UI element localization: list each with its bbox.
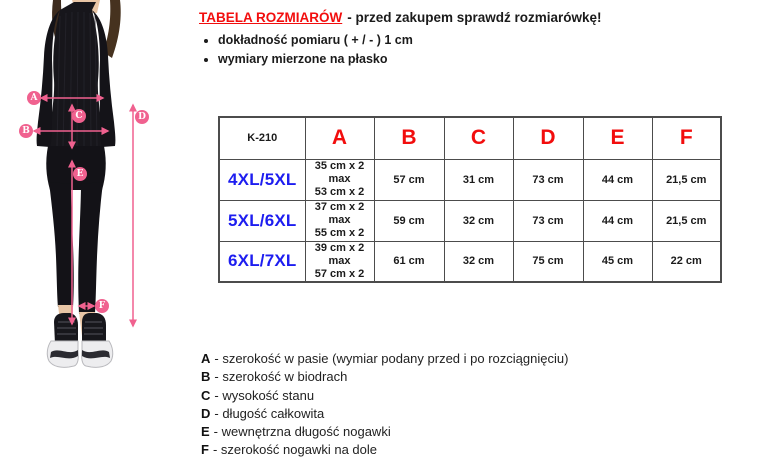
model-photo [0, 0, 190, 460]
legend-description: - szerokość w pasie (wymiar podany przed i po rozciągnięciu) [214, 351, 569, 366]
measurement-line: 53 cm x 2 [314, 186, 365, 198]
marker-e-label: E [76, 169, 84, 179]
column-header-d: D [513, 117, 583, 159]
column-header-c: C [444, 117, 513, 159]
measurement-line: 39 cm x 2 [314, 241, 365, 254]
measurement-cell: 21,5 cm [652, 159, 721, 200]
legend-letter: A [201, 351, 211, 366]
size-label: 5XL/6XL [219, 200, 305, 241]
legend-letter: E [201, 424, 210, 440]
column-header-e: E [583, 117, 652, 159]
marker-a-label: A [30, 93, 38, 103]
measurement-cell [305, 200, 374, 241]
measurement-line: 57 cm x 2 [314, 267, 365, 280]
measurement-line: 55 cm x 2 [314, 227, 365, 239]
model-figure [0, 0, 190, 460]
legend-item [201, 368, 621, 386]
table-header-row [219, 117, 721, 159]
bullet-item: • dokładność pomiaru ( + / - ) 1 cm [218, 31, 759, 50]
column-header-a: A [305, 117, 374, 159]
measurement-cell: 32 cm [444, 200, 513, 241]
legend-description: - wysokość stanu [214, 387, 315, 403]
table-row [219, 159, 721, 200]
page-title-highlight: TABELA ROZMIARÓW [199, 10, 343, 25]
measurement-cell [305, 159, 374, 200]
legend-letter: D [201, 405, 211, 421]
measurement-line: 35 cm x 2 [314, 160, 365, 172]
column-header-f: F [652, 117, 721, 159]
sneakers [47, 313, 112, 367]
product-code: K-210 [219, 117, 305, 159]
legend-item [201, 423, 621, 441]
measurement-cell: 21,5 cm [652, 200, 721, 241]
page-title [199, 9, 759, 26]
legend-description: - szerokość nogawki na dole [212, 442, 377, 458]
measurement-cell: 59 cm [374, 200, 444, 241]
marker-c-label: C [75, 111, 83, 121]
bullet-item: • wymiary mierzone na płasko [218, 50, 759, 69]
size-table [218, 116, 722, 283]
marker-b-label: B [22, 126, 30, 136]
measurement-line: max [328, 214, 351, 226]
measurement-cell: 22 cm [652, 241, 721, 282]
measurement-cell: 44 cm [583, 200, 652, 241]
legend-item [201, 387, 621, 405]
legend-item [201, 350, 621, 368]
legend-letter: B [201, 369, 211, 385]
measurement-line: max [328, 173, 351, 185]
legend-item [201, 441, 621, 459]
bullet-list [199, 31, 759, 69]
measurement-cell: 32 cm [444, 241, 513, 282]
measurement-cell: 31 cm [444, 159, 513, 200]
legend [201, 350, 621, 460]
measurement-cell: 73 cm [513, 200, 583, 241]
legend-description: - szerokość w biodrach [214, 369, 348, 385]
measurement-cell [305, 241, 374, 282]
page-title-rest: - przed zakupem sprawdź rozmiarówkę! [347, 10, 602, 25]
measurement-cell: 61 cm [374, 241, 444, 282]
measurement-cell: 45 cm [583, 241, 652, 282]
legend-description: - wewnętrzna długość nogawki [213, 424, 391, 440]
legend-item [201, 405, 621, 423]
legend-description: - długość całkowita [214, 405, 325, 421]
measurement-line: max [328, 254, 351, 267]
measurement-cell: 57 cm [374, 159, 444, 200]
header-block [199, 9, 759, 69]
marker-f-label: F [98, 301, 106, 311]
table-row [219, 241, 721, 282]
legend-letter: C [201, 387, 211, 403]
measurement-cell: 44 cm [583, 159, 652, 200]
size-label: 4XL/5XL [219, 159, 305, 200]
measurement-cell: 73 cm [513, 159, 583, 200]
legend-letter: F [201, 442, 209, 458]
column-header-b: B [374, 117, 444, 159]
marker-d-label: D [138, 112, 146, 122]
table-row [219, 200, 721, 241]
measurement-cell: 75 cm [513, 241, 583, 282]
size-label: 6XL/7XL [219, 241, 305, 282]
measurement-line: 37 cm x 2 [314, 201, 365, 213]
